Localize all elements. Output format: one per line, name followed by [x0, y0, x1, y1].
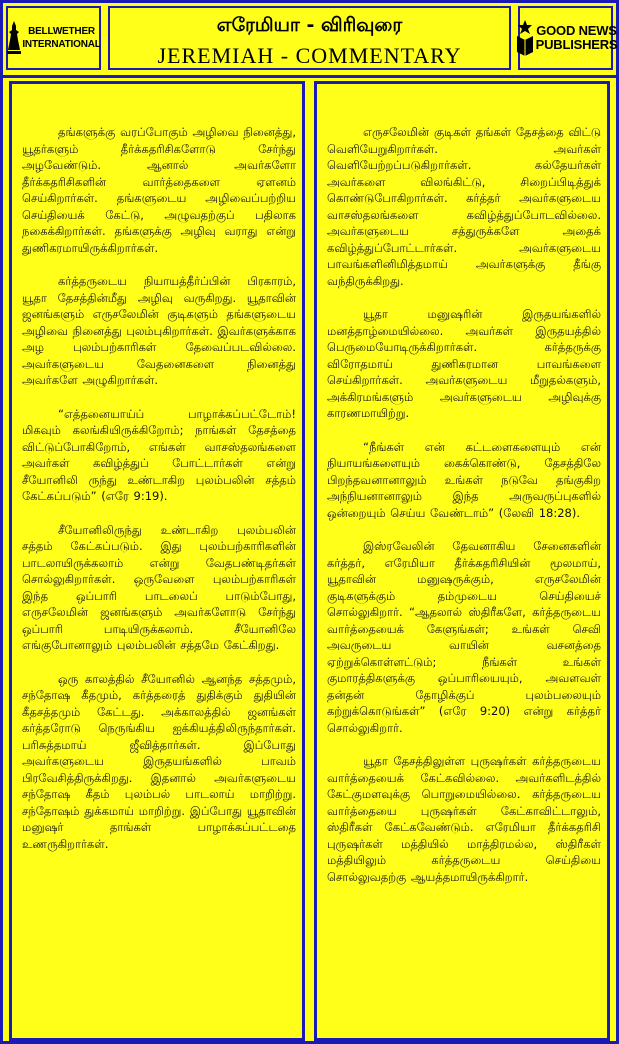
bellwether-logo: [6, 6, 101, 70]
paragraph: யூதா மனுஷரின் இருதயங்களில் மனத்தாழ்மையில்லை. அவர்கள் இருதயத்தில் பெருமையோடிருக்கிறார்கள். கர்த்தருக்கு விரோதமாய் துணிகரமான பாவங்களை செய்கிறார்கள். அவர்களுடைய மீறுதல்களும், அக்கிரமங்களும் அவர்களுடைய அழிவுக்கு காரணமாயிற்று.: [327, 307, 601, 420]
right-column: [314, 81, 610, 1041]
gnp-logo-line1: GOOD NEWS: [536, 23, 617, 38]
paragraph: ஒரு காலத்தில் சீயோனில் ஆனந்த சத்தமும், சந்தோஷ கீதமும், கர்த்தரைத் துதிக்கும் துதியின் கீதசத்தமும் கேட்டது. அக்காலத்தில் ஜனங்கள் கர்த்தரோடு நெருங்கிய ஐக்கியத்திலிருந்தார்கள். பரிசுத்தமாய் ஜீவித்தார்கள். இப்போது அவர்களுடைய இருதயங்களில் பாவம் பிரவேசித்திருக்கிறது. இதனால் அவர்களுடைய சந்தோஷ கீதம் புலம்பல் பாடலாய் மாறிற்று. சந்தோஷம் துக்கமாய் மாறிற்று. இப்போது யூதாவின் மனுஷர் தாங்கள் பாழாக்கப்பட்டதை உணருகிறார்கள்.: [22, 671, 296, 851]
scripture-quote: “எத்தனையாய்ப் பாழாக்கப்பட்டோம்! மிகவும் கலங்கியிருக்கிறோம்; நாங்கள் தேசத்தை விட்டுப்போகிறோம், எங்கள் வாசஸ்தலங்களை அவர்கள் கவிழ்த்துப் போட்டார்கள் என்று சீயோனிலி ருந்து உண்டாகிற புலம்பலின் சத்தம் கேட்கப்படும்” (எரே 9:19).: [22, 406, 296, 503]
gnp-logo-text: [536, 24, 618, 52]
paragraph: சீயோனிலிருந்து உண்டாகிற புலம்பலின் சத்தம் கேட்கப்படும். இது புலம்பற்காரிகளின் பாடலாயிருக்கலாம் என்று வேதபண்டிதர்கள் சொல்லுகிறார்கள். ஒருவேளை புலம்பற்காரிகள் இந்த ஒப்பாரி பாடலைப் பாடும்போது, எருசலேமின் ஜனங்களும் அவர்களோடு சேர்ந்து ஒப்பாரி பாடியிருக்கலாம். சீயோனிலே எங்குபோனாலும் புலம்பலின் சத்தமே கேட்கிறது.: [22, 522, 296, 652]
bellwether-logo-line1: BELLWETHER: [28, 26, 95, 37]
page-header: [3, 3, 616, 78]
bellwether-logo-line2: INTERNATIONAL: [22, 39, 101, 50]
page-title-tamil: எரேமியா - விரிவுரை: [216, 14, 403, 36]
paragraph: எருசலேமின் குடிகள் தங்கள் தேசத்தை விட்டு வெளியேறுகிறார்கள். அவர்கள் வெளியேற்றப்படுகிறார்கள். கல்தேயர்கள் அவர்களை விலங்கிட்டு, சிறைப்பிடித்துக் கொண்டுபோகிறார்கள். கர்த்தர் அவர்களுடைய வாசஸ்தலங்களை கவிழ்த்துப்போடவில்லை. அவர்களுடைய சத்துருக்களே அதைக் கவிழ்த்துப்போட்டார்கள். அவர்களுடைய பாவங்களினிமித்தமாய் அவர்களுக்கு தீங்கு வந்திருக்கிறது.: [327, 125, 601, 288]
scripture-quote: “நீங்கள் என் கட்டளைகளையும் என் நியாயங்களையும் கைக்கொண்டு, தேசத்திலே பிறந்தவனானாலும் உங்கள் நடுவே தங்குகிற அந்நியனானாலும் இந்த அருவருப்புகளில் ஒன்றையும் செய்ய வேண்டாம்” (லேவி 18:28).: [327, 439, 601, 520]
good-news-publishers-logo: [518, 6, 618, 70]
paragraph: கர்த்தருடைய நியாயத்தீர்ப்பின் பிரகாரம், யூதா தேசத்தின்மீது அழிவு வருகிறது. யூதாவின் ஜனங்களும் எருசலேமின் குடிகளும் தங்களுடைய அழிவை நினைத்து புலம்புகிறார்கள். இவர்களுக்காக அழ புலம்பற்காரிகள் தேவைப்படவில்லை. அவர்களுடைய வேதனைகளை நினைத்து அவர்களே அழுகிறார்கள்.: [22, 274, 297, 387]
book-icon: [514, 18, 536, 58]
gnp-logo-line2: PUBLISHERS: [535, 37, 618, 52]
page-title-english: JEREMIAH - COMMENTARY: [157, 43, 462, 68]
paragraph: இஸ்ரவேலின் தேவனாகிய சேனைகளின் கர்த்தர், எரேமியா தீர்க்கதரிசியின் மூலமாய், யூதாவின் மனுஷருக்கும், எருசலேமின் குடிகளுக்கும் தம்முடைய செய்தியைச் சொல்லுகிறார். “ஆதலால் ஸ்திரீகளே, கர்த்தருடைய வார்த்தையைக் கேளுங்கள்; உங்கள் செவி அவருடைய வாயின் வசனத்தை ஏற்றுக்கொள்ளட்டும்; நீங்கள் உங்கள் குமாரத்திகளுக்கு ஒப்பாரியையும், அவளவள் தன்தன் தோழிக்குப் புலம்பலையும் கற்றுக்கொடுங்கள்” (எரே 9:20) என்று கர்த்தர் சொல்லுகிறார்.: [327, 539, 601, 735]
title-block: [108, 6, 511, 70]
paragraph: யூதா தேசத்திலுள்ள புருஷர்கள் கர்த்தருடைய வார்த்தையைக் கேட்கவில்லை. அவர்களிடத்தில் கேட்குமளவுக்கு பொறுமையில்லை. கர்த்தருடைய வார்த்தையை புருஷர்கள் கேட்காவிட்டாலும், ஸ்திரீகள் கேட்கவேண்டும். எரேமியா தீர்க்கதரிசி புருஷர்கள் மத்தியில் மாத்திரமல்ல, ஸ்திரீகள் மத்தியிலும் கர்த்தருடைய செய்தியை சொல்லுவதற்கு ஆயத்தமாயிருக்கிறார்.: [327, 754, 601, 884]
left-column: [9, 81, 305, 1041]
bellwether-logo-text: [22, 25, 100, 51]
paragraph: தங்களுக்கு வரப்போகும் அழிவை நினைத்து, யூதர்களும் தீர்க்கதரிசிகளோடு சேர்ந்து அழவேண்டும். ஆனால் அவர்களோ தீர்க்கதரிசிகளின் வார்த்தைகளை ஏளனம் செய்கிறார்கள். தங்களுடைய அழிவைப்பற்றிய செய்தியைக் கேட்டு, அழுவதற்குப் பதிலாக நகைக்கிறார்கள். தங்களுக்கு அழிவு வராது என்று துணிகரமாயிருக்கிறார்கள்.: [22, 125, 296, 255]
bellwether-icon: [6, 20, 22, 56]
